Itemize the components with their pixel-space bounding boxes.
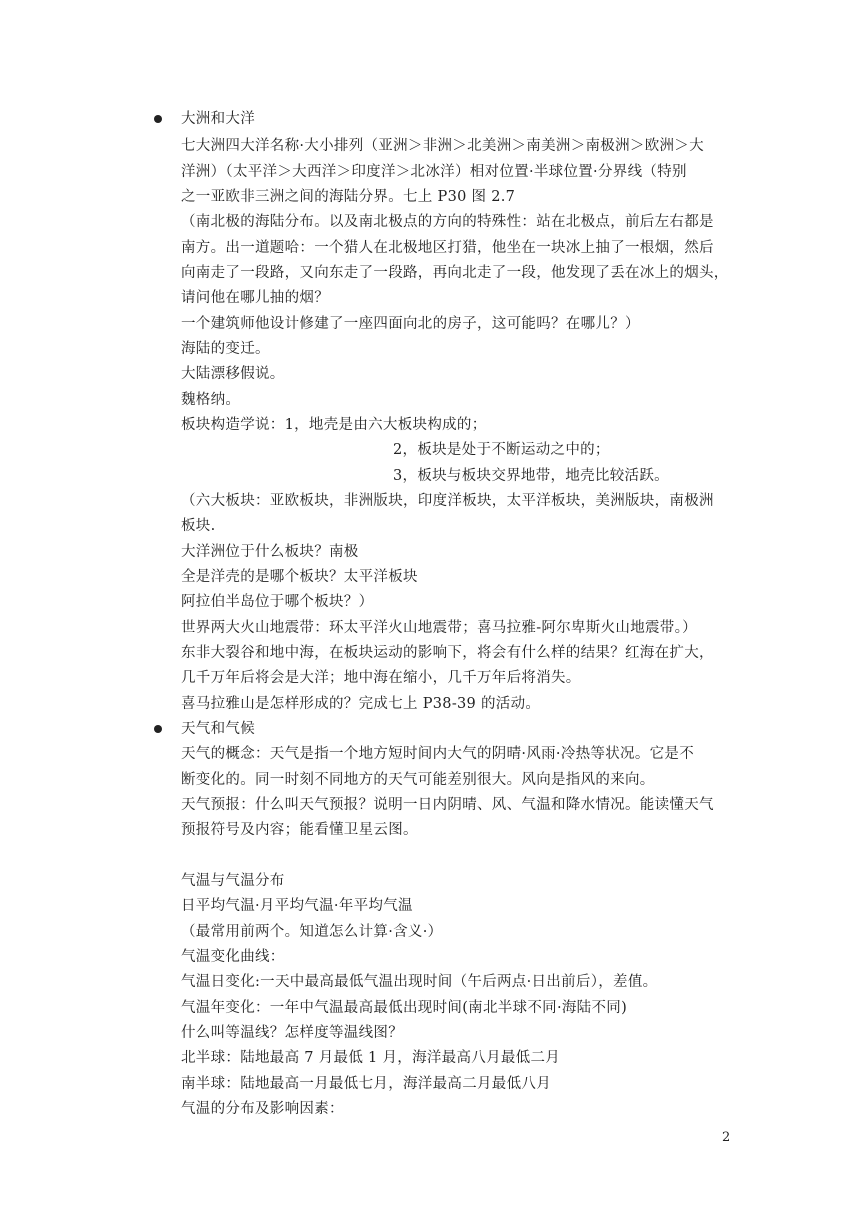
text-line: 什么叫等温线？怎样度等温线图？ [181,1025,403,1041]
section-heading: 天气和气候 [181,721,255,737]
text-line: 大陆漂移假说。 [181,366,285,382]
text-line: 几千万年后将会是大洋；地中海在缩小，几千万年后将消失。 [181,670,581,686]
text-line: 预报符号及内容；能看懂卫星云图。 [181,822,418,838]
text-line: 阿拉伯半岛位于哪个板块？） [181,594,374,610]
text-line: （六大板块：亚欧板块，非洲版块，印度洋板块，太平洋板块，美洲版块，南极洲 [181,493,714,509]
text-line: 大洋洲位于什么板块？南极 [181,544,359,560]
text-line: 南半球：陆地最高一月最低七月，海洋最高二月最低八月 [181,1076,551,1092]
text-line: 板块构造学说：1，地壳是由六大板块构成的； [181,417,487,433]
text-line: 东非大裂谷和地中海，在板块运动的影响下，将会有什么样的结果？红海在扩大， [181,645,714,661]
text-line: 气温变化曲线： [181,949,285,965]
page-number: 2 [722,1130,731,1145]
text-line: 向南走了一段路，又向东走了一段路，再向北走了一段，他发现了丢在冰上的烟头， [181,265,729,281]
text-line: （南北极的海陆分布。以及南北极点的方向的特殊性：站在北极点，前后左右都是 [181,214,714,230]
text-line: 海陆的变迁。 [181,341,270,357]
text-line: 断变化的。同一时刻不同地方的天气可能差别很大。风向是指风的来向。 [181,772,655,788]
text-line: （最常用前两个。知道怎么计算·含义·） [181,924,443,940]
text-line: 3，板块与板块交界地带，地壳比较活跃。 [393,468,669,484]
text-line: 天气的概念：天气是指一个地方短时间内大气的阴晴·风雨·冷热等状况。它是不 [181,746,695,762]
text-line: 一个建筑师他设计修建了一座四面向北的房子，这可能吗？在哪儿？） [181,316,640,332]
text-line: 请问他在哪儿抽的烟？ [181,290,329,306]
text-line: 2，板块是处于不断运动之中的； [393,442,610,458]
bullet-icon [154,725,162,733]
text-line: 北半球：陆地最高 7 月最低 1 月，海洋最高八月最低二月 [181,1050,561,1066]
text-line: 气温日变化:一天中最高最低气温出现时间（午后两点·日出前后），差值。 [181,974,658,990]
section-heading: 大洲和大洋 [181,111,255,127]
text-line: 魏格纳。 [181,392,241,408]
text-line: 全是洋壳的是哪个板块？太平洋板块 [181,569,418,585]
text-line: 气温的分布及影响因素： [181,1101,344,1117]
text-line: 之一亚欧非三洲之间的海陆分界。七上 P30 图 2.7 [181,189,516,205]
text-line: 气温与气温分布 [181,873,285,889]
text-line: 七大洲四大洋名称·大小排列（亚洲＞非洲＞北美洲＞南美洲＞南极洲＞欧洲＞大 [181,138,704,154]
bullet-icon [154,115,162,123]
text-line: 世界两大火山地震带：环太平洋火山地震带；喜马拉雅-阿尔卑斯火山地震带。） [181,620,697,636]
text-line: 天气预报：什么叫天气预报？说明一日内阴晴、风、气温和降水情况。能读懂天气 [181,797,714,813]
text-line: 气温年变化：一年中气温最高最低出现时间(南北半球不同·海陆不同) [181,1000,628,1016]
text-line: 板块. [181,518,216,534]
text-line: 洋洲）（太平洋＞大西洋＞印度洋＞北冰洋）相对位置·半球位置·分界线（特别 [181,164,687,180]
text-line: 日平均气温·月平均气温·年平均气温 [181,898,413,914]
text-line: 喜马拉雅山是怎样形成的？完成七上 P38-39 的活动。 [181,696,541,712]
text-line: 南方。出一道题哈：一个猎人在北极地区打猎，他坐在一块冰上抽了一根烟，然后 [181,240,714,256]
